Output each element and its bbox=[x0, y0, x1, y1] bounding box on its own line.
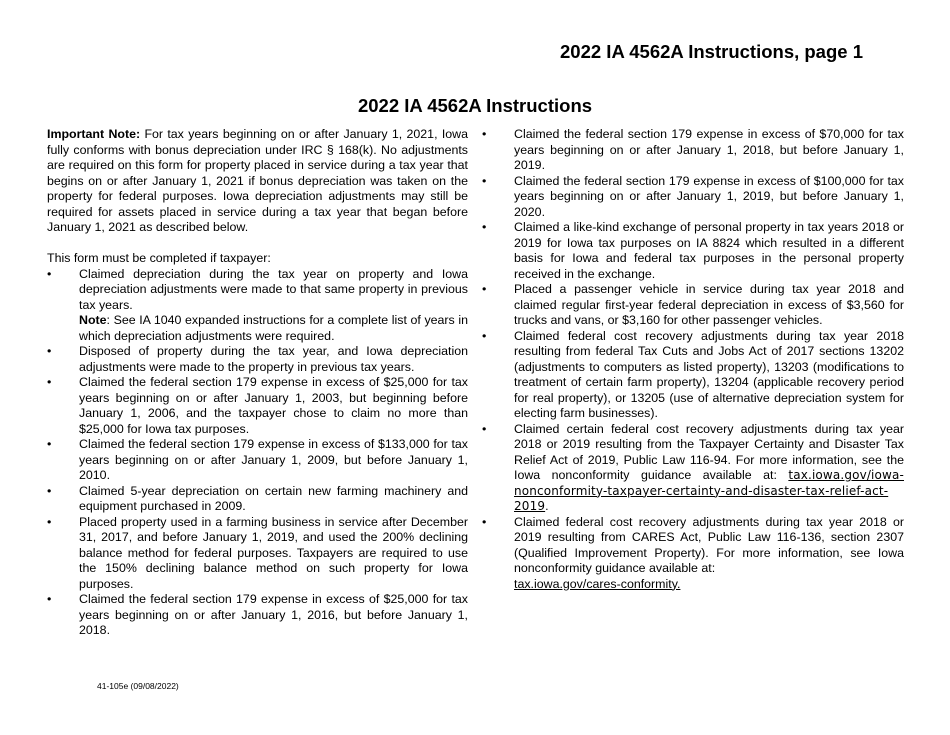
important-note bbox=[47, 127, 468, 236]
list-item bbox=[47, 375, 468, 437]
list-item-text: Claimed depreciation during the tax year on property and Iowa depreciation adjustments were made to that same property in previous tax years. bbox=[79, 266, 468, 312]
list-item bbox=[47, 484, 468, 515]
left-column bbox=[47, 127, 468, 639]
list-item bbox=[47, 592, 468, 639]
important-note-text: For tax years beginning on or after January 1, 2021, Iowa fully conforms with bonus depreciation under IRC § 168(k). No adjustments are required on this form for property placed in service during a tax year that begins on or after January 1, 2021 if bonus depreciation was taken on the property for federal purposes. Iowa depreciation adjustments may still be required for assets placed in service during a tax year that began before January 1, 2021 as described below. bbox=[47, 127, 469, 234]
cares-conformity-link[interactable]: tax.iowa.gov/cares-conformity. bbox=[514, 576, 681, 591]
bullet-icon: • bbox=[47, 514, 52, 529]
list-item bbox=[482, 515, 904, 593]
bullet-icon: • bbox=[47, 344, 52, 358]
left-bullet-list bbox=[47, 267, 468, 639]
list-item bbox=[482, 220, 904, 282]
list-item-text: Claimed federal cost recovery adjustments during tax year 2018 resulting from federal Tax Cuts and Jobs Act of 2017 sections 13202 (adjustments to computers as listed property), 13203 (modifications to treatment of certain farm property), 13204 (applicable recovery period for real property), or 13205 (use of alternative depreciation system for electing farm businesses). bbox=[514, 328, 904, 420]
list-item bbox=[482, 282, 904, 329]
form-number: 41-105e (09/08/2022) bbox=[97, 681, 179, 691]
bullet-icon: • bbox=[482, 421, 487, 436]
list-item-text: Claimed certain federal cost recovery adjustments during tax year 2018 or 2019 resulting from the Taxpayer Certainty and Disaster Tax Relief Act of 2019, Public Law 116-94. For more information, see the Iowa nonconformity guidance available at: bbox=[514, 421, 904, 482]
list-item-text: Claimed the federal section 179 expense in excess of $100,000 for tax years beginning on or after January 1, 2019, but before January 1, 2020. bbox=[514, 173, 904, 219]
list-item bbox=[47, 267, 468, 345]
list-item-text: Claimed the federal section 179 expense in excess of $70,000 for tax years beginning on or after January 1, 2018, but before January 1, 2019. bbox=[514, 127, 904, 172]
right-bullet-list bbox=[482, 127, 904, 592]
list-item-text: Placed property used in a farming business in service after December 31, 2017, and before January 1, 2019, and used the 200% declining balance method for federal purposes. Taxpayers are required to use the 150% declining balance method on such property for Iowa purposes. bbox=[79, 514, 468, 591]
note-text: : See IA 1040 expanded instructions for a complete list of years in which depreciation adjustments were required. bbox=[79, 313, 468, 343]
list-item bbox=[47, 515, 468, 593]
list-item bbox=[482, 127, 904, 174]
list-item-text: Claimed 5-year depreciation on certain new farming machinery and equipment purchased in 2009. bbox=[79, 483, 468, 513]
bullet-icon: • bbox=[47, 266, 52, 281]
list-item-text: Claimed federal cost recovery adjustments during tax year 2018 or 2019 resulting from CARES Act, Public Law 116-136, section 2307 (Qualified Improvement Property). For more information, see Iowa nonconformity guidance available at: bbox=[514, 514, 904, 575]
right-column bbox=[482, 127, 904, 592]
nonconformity-guidance-link[interactable]: tax.iowa.gov/iowa-nonconformity-taxpayer-certainty-and-disaster-tax-relief-act-2019 bbox=[514, 468, 904, 513]
list-item-text: Placed a passenger vehicle in service during tax year 2018 and claimed regular first-year federal depreciation in excess of $3,560 for trucks and vans, or $3,160 for other passenger vehicles. bbox=[514, 282, 904, 327]
important-note-label: Important Note: bbox=[47, 127, 141, 141]
list-item bbox=[47, 344, 468, 375]
list-item-note bbox=[79, 313, 468, 344]
link-period: . bbox=[545, 499, 549, 513]
bullet-icon: • bbox=[482, 220, 487, 234]
bullet-icon: • bbox=[482, 127, 487, 141]
bullet-icon: • bbox=[482, 282, 487, 296]
list-item-text: Claimed the federal section 179 expense in excess of $25,000 for tax years beginning on or after January 1, 2003, but beginning before January 1, 2006, and the taxpayer chose to claim no more than $25,000 for Iowa tax purposes. bbox=[79, 375, 468, 436]
bullet-icon: • bbox=[47, 375, 52, 389]
bullet-icon: • bbox=[482, 328, 487, 343]
list-item bbox=[482, 422, 904, 515]
list-item bbox=[482, 329, 904, 422]
list-item bbox=[47, 437, 468, 484]
list-item-text: Claimed the federal section 179 expense in excess of $25,000 for tax years beginning on or after January 1, 2016, but before January 1, 2018. bbox=[79, 592, 468, 637]
list-item-text: Disposed of property during the tax year, and Iowa depreciation adjustments were made to the property in previous tax years. bbox=[79, 344, 468, 374]
bullet-icon: • bbox=[482, 173, 487, 188]
list-item-text: Claimed the federal section 179 expense in excess of $133,000 for tax years beginning on or after January 1, 2009, but before January 1, 2010. bbox=[79, 437, 468, 482]
bullet-icon: • bbox=[47, 437, 52, 451]
intro-text: This form must be completed if taxpayer: bbox=[47, 251, 271, 265]
note-label: Note bbox=[79, 313, 107, 327]
bullet-icon: • bbox=[482, 514, 487, 529]
bullet-icon: • bbox=[47, 592, 52, 606]
list-item-text: Claimed a like-kind exchange of personal property in tax years 2018 or 2019 for Iowa tax purposes on IA 8824 which resulted in a different basis for Iowa and federal tax purposes in the personal property received in the exchange. bbox=[514, 220, 904, 281]
bullet-icon: • bbox=[47, 483, 52, 498]
page-header-title: 2022 IA 4562A Instructions, page 1 bbox=[560, 41, 863, 62]
document-title: 2022 IA 4562A Instructions bbox=[357, 95, 593, 116]
list-item bbox=[482, 174, 904, 221]
